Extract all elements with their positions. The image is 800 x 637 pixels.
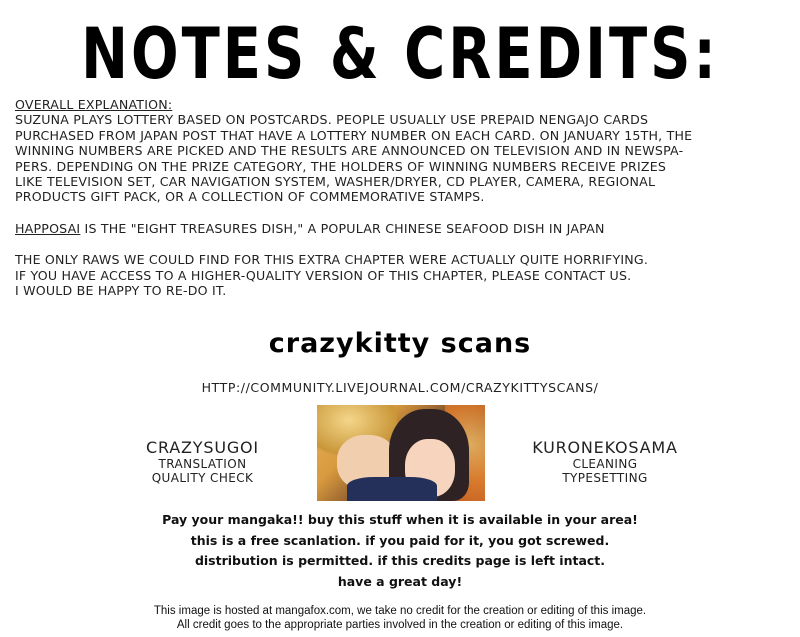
footer-line: All credit goes to the appropriate parties involved in the creation or editing of this image. — [176, 619, 624, 631]
closing-message — [0, 510, 800, 592]
credit-role: QUALITY CHECK — [151, 471, 254, 485]
happosai-note — [15, 221, 785, 236]
manga-artwork — [317, 405, 485, 501]
overall-line: PRODUCTS GIFT PACK, OR A COLLECTION OF COMMEMORATIVE STAMPS. — [15, 189, 485, 205]
notes-section — [15, 97, 785, 298]
group-name: crazykitty scans — [268, 328, 532, 359]
overall-heading: OVERALL EXPLANATION: — [15, 97, 173, 112]
raws-line: IF YOU HAVE ACCESS TO A HIGHER-QUALITY VERSION OF THIS CHAPTER, PLEASE CONTACT US. — [15, 267, 632, 283]
credit-role: TYPESETTING — [562, 471, 648, 485]
raws-line: I WOULD BE HAPPY TO RE-DO IT. — [15, 283, 227, 299]
raws-line: THE ONLY RAWS WE COULD FIND FOR THIS EXTRA CHAPTER WERE ACTUALLY QUITE HORRIFYING. — [15, 252, 649, 268]
overall-line: LIKE TELEVISION SET, CAR NAVIGATION SYSTEM, WASHER/DRYER, CD PLAYER, CAMERA, REGIONAL — [15, 174, 656, 190]
credit-kuronekosama — [515, 438, 695, 485]
happosai-text: IS THE "EIGHT TREASURES DISH," A POPULAR CHINESE SEAFOOD DISH IN JAPAN — [80, 220, 605, 236]
overall-line: WINNING NUMBERS ARE PICKED AND THE RESULTS ARE ANNOUNCED ON TELEVISION AND IN NEWSPA- — [15, 143, 684, 159]
overall-line: PERS. DEPENDING ON THE PRIZE CATEGORY, THE HOLDERS OF WINNING NUMBERS RECEIVE PRIZES — [15, 158, 667, 174]
credit-role: CLEANING — [572, 457, 638, 471]
overall-line: SUZUNA PLAYS LOTTERY BASED ON POSTCARDS. PEOPLE USUALLY USE PREPAID NENGAJO CARDS — [15, 112, 649, 128]
overall-line: PURCHASED FROM JAPAN POST THAT HAVE A LOTTERY NUMBER ON EACH CARD. ON JANUARY 15TH, THE — [15, 127, 693, 143]
closing-line: Pay your mangaka!! buy this stuff when it is available in your area! — [162, 512, 638, 527]
group-url: HTTP://COMMUNITY.LIVEJOURNAL.COM/CRAZYKITTYSCANS/ — [201, 380, 599, 395]
credit-name: CRAZYSUGOI — [146, 438, 259, 457]
page-title: NOTES & CREDITS: — [81, 14, 719, 96]
credit-crazysugoi — [120, 438, 285, 485]
closing-line: distribution is permitted. if this credits page is left intact. — [194, 553, 606, 568]
hosting-footer — [0, 604, 800, 632]
happosai-term: HAPPOSAI — [15, 220, 81, 236]
closing-line: have a great day! — [337, 573, 463, 589]
credit-name: KURONEKOSAMA — [532, 438, 678, 457]
credit-role: TRANSLATION — [158, 457, 247, 471]
footer-line: This image is hosted at mangafox.com, we take no credit for the creation or editing of this image. — [153, 605, 647, 617]
closing-line: this is a free scanlation. if you paid for it, you got screwed. — [190, 532, 610, 548]
